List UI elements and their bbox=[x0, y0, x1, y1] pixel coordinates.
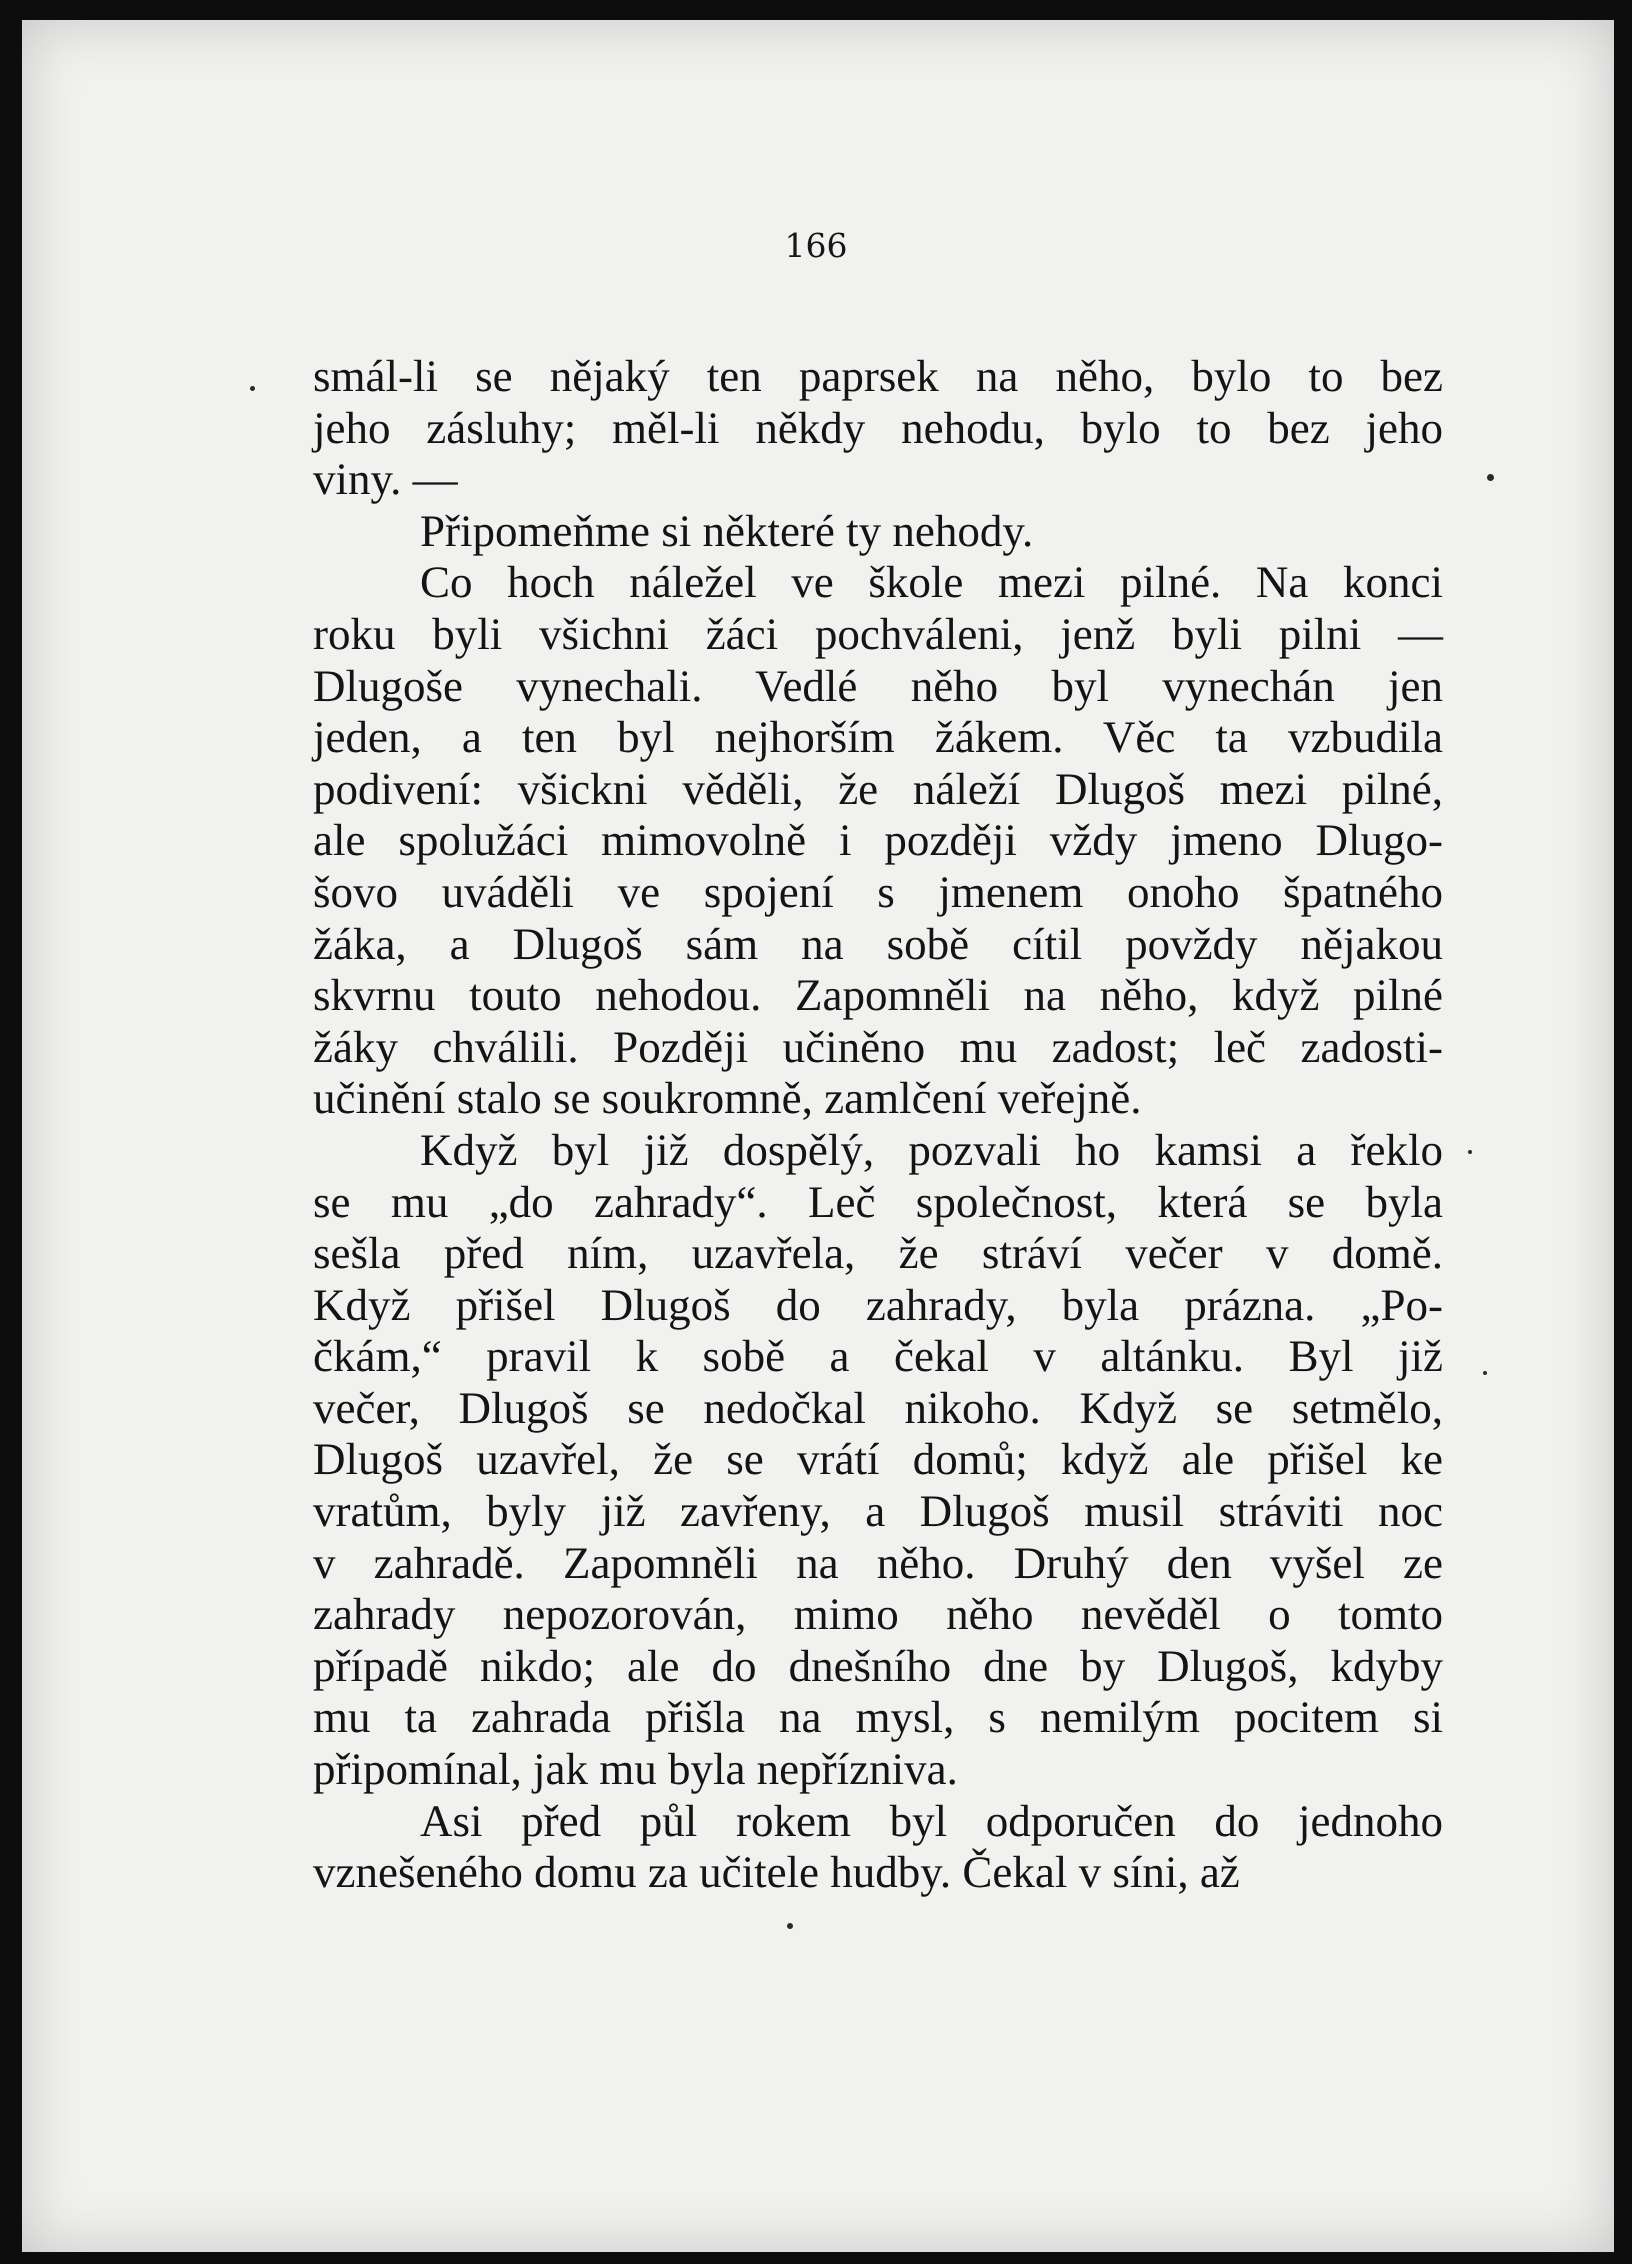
text-line: viny. — bbox=[313, 454, 458, 505]
text-line: mu ta zahrada přišla na mysl, s nemilým pocitem si bbox=[313, 1692, 1443, 1743]
text-line: Co hoch náležel ve škole mezi pilné. Na konci bbox=[420, 557, 1443, 608]
text-line: učinění stalo se soukromně, zamlčení veřejně. bbox=[313, 1073, 1142, 1124]
text-line: jeden, a ten byl nejhorším žákem. Věc ta vzbudila bbox=[313, 712, 1443, 763]
paragraph bbox=[313, 506, 1443, 558]
text-line: připomínal, jak mu byla nepřízniva. bbox=[313, 1744, 958, 1795]
text-line: vznešeného domu za učitele hudby. Čekal v síni, až bbox=[313, 1847, 1240, 1898]
body-text bbox=[313, 351, 1443, 1899]
text-line: Dlugoš uzavřel, že se vrátí domů; když ale přišel ke bbox=[313, 1434, 1443, 1485]
text-line: smál-li se nějaký ten paprsek na něho, bylo to bez bbox=[313, 351, 1443, 401]
text-line: žáka, a Dlugoš sám na sobě cítil povždy nějakou bbox=[313, 918, 1443, 969]
scan-speck bbox=[250, 386, 255, 391]
text-line: ale spolužáci mimovolně i později vždy jmeno Dlugo- bbox=[313, 815, 1443, 866]
paragraph bbox=[313, 557, 1443, 1125]
paragraph bbox=[313, 351, 1443, 506]
text-line: jeho zásluhy; měl-li někdy nehodu, bylo to bez jeho bbox=[313, 402, 1443, 453]
text-line: Asi před půl rokem byl odporučen do jednoho bbox=[420, 1795, 1443, 1846]
text-line: šovo uváděli ve spojení s jmenem onoho špatného bbox=[313, 866, 1443, 917]
scan-speck bbox=[1487, 474, 1494, 481]
text-line: Když byl již dospělý, pozvali ho kamsi a řeklo bbox=[420, 1124, 1443, 1175]
text-line: Když přišel Dlugoš do zahrady, byla prázna. „Po- bbox=[313, 1279, 1443, 1330]
text-line: vratům, byly již zavřeny, a Dlugoš musil stráviti noc bbox=[313, 1486, 1443, 1537]
text-line: skvrnu touto nehodou. Zapomněli na něho, když pilné bbox=[313, 970, 1443, 1021]
scan-speck bbox=[1483, 1371, 1487, 1375]
text-line: v zahradě. Zapomněli na něho. Druhý den vyšel ze bbox=[313, 1537, 1443, 1588]
text-line: Dlugoše vynechali. Vedlé něho byl vynechán jen bbox=[313, 660, 1443, 711]
scan-speck bbox=[1468, 1150, 1472, 1154]
text-line: večer, Dlugoš se nedočkal nikoho. Když se setmělo, bbox=[313, 1382, 1443, 1433]
text-line: Připomeňme si některé ty nehody. bbox=[420, 505, 1034, 556]
paragraph bbox=[313, 1796, 1443, 1899]
text-line: žáky chválili. Později učiněno mu zadost; leč zadosti- bbox=[313, 1021, 1443, 1072]
paragraph bbox=[313, 1125, 1443, 1796]
text-line: podivení: všickni věděli, že náleží Dlugoš mezi pilné, bbox=[313, 763, 1443, 814]
scan-speck bbox=[787, 1923, 793, 1929]
text-line: roku byli všichni žáci pochváleni, jenž byli pilni — bbox=[313, 608, 1443, 659]
text-line: se mu „do zahrady“. Leč společnost, která se byla bbox=[313, 1176, 1443, 1227]
text-line: zahrady nepozorován, mimo něho nevěděl o tomto bbox=[313, 1589, 1443, 1640]
text-line: případě nikdo; ale do dnešního dne by Dlugoš, kdyby bbox=[313, 1640, 1443, 1691]
text-line: čkám,“ pravil k sobě a čekal v altánku. Byl již bbox=[313, 1331, 1443, 1382]
text-line: sešla před ním, uzavřela, že stráví večer v domě. bbox=[313, 1228, 1443, 1279]
page-number: 166 bbox=[784, 226, 848, 265]
